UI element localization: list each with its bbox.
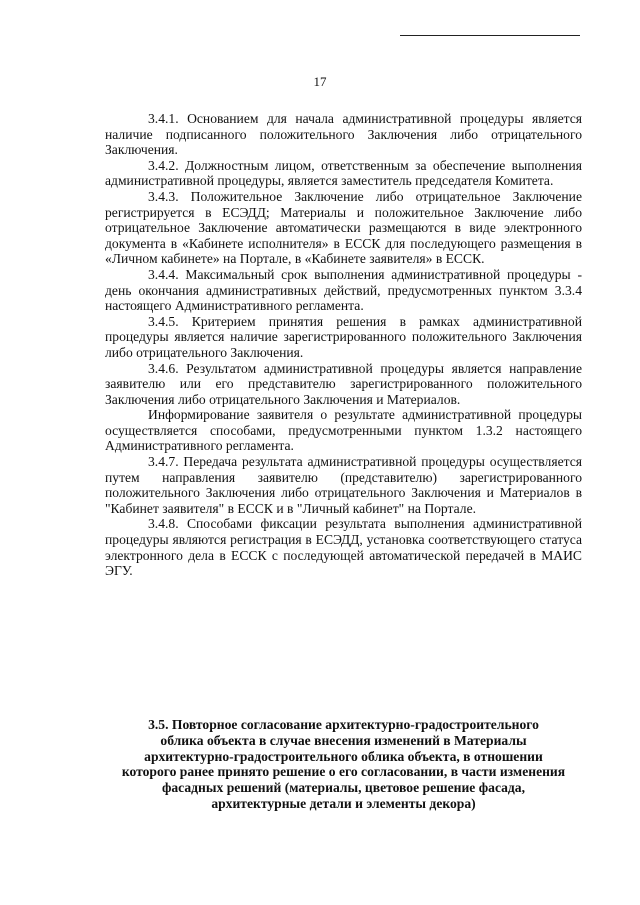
paragraph-3-4-3: 3.4.3. Положительное Заключение либо отрицательное Заключение регистрируется в ЕСЭДД; Материалы и положительное Заключение либо отрицательное Заключение автоматически размещаются в виде электронного документа в «Кабинете исполнителя» в ЕССК для последующего размещения в «Личном кабинете» на Портале, в «Кабинете заявителя» в ЕССК. <box>105 188 582 267</box>
page-number: 17 <box>313 74 327 89</box>
body-text <box>105 111 582 579</box>
section-heading-line: 3.5. Повторное согласование архитектурно-градостроительного <box>148 717 539 732</box>
paragraph-informing: Информирование заявителя о результате административной процедуры осуществляется способами, предусмотренными пунктом 1.3.2 настоящего Административного регламента. <box>105 407 582 454</box>
paragraph-3-4-7: 3.4.7. Передача результата административной процедуры осуществляется путем направления заявителю (представителю) зарегистрированного положительного Заключения либо отрицательного Заключения и Материалов в "Кабинет заявителя" в ЕССК и в "Личный кабинет" на Портале. <box>105 454 582 516</box>
paragraph-3-4-8: 3.4.8. Способами фиксации результата выполнения административной процедуры являются регистрация в ЕСЭДД, установка соответствующего статуса электронного дела в ЕССК с последующей автоматической передачей в МАИС ЭГУ. <box>105 516 582 579</box>
paragraph-3-4-6: 3.4.6. Результатом административной процедуры является направление заявителю или его представителю зарегистрированного положительного Заключения либо отрицательного Заключения и Материалов. <box>105 360 582 407</box>
section-heading-line: облика объекта в случае внесения изменений в Материалы <box>160 732 527 748</box>
section-heading-line: архитектурные детали и элементы декора) <box>211 795 476 811</box>
paragraph-3-4-4: 3.4.4. Максимальный срок выполнения административной процедуры - день окончания административных действий, предусмотренных пунктом 3.3.4 настоящего Административного регламента. <box>105 266 582 314</box>
section-heading-line: архитектурно-градостроительного облика объекта, в отношении <box>144 748 543 764</box>
paragraph-3-4-2: 3.4.2. Должностным лицом, ответственным за обеспечение выполнения административной процедуры, является заместитель председателя Комитета. <box>105 157 582 189</box>
section-heading-line: фасадных решений (материалы, цветовое решение фасада, <box>161 780 526 796</box>
paragraph-3-4-5: 3.4.5. Критерием принятия решения в рамках административной процедуры является наличие зарегистрированного положительного Заключения либо отрицательного Заключения. <box>105 313 582 360</box>
section-heading-3-5 <box>105 717 582 812</box>
section-heading-line: которого ранее принято решение о его согласовании, в части изменения <box>121 764 566 780</box>
header-rule <box>400 35 580 36</box>
paragraph-3-4-1: 3.4.1. Основанием для начала административной процедуры является наличие подписанного положительного Заключения либо отрицательного Заключения. <box>105 111 582 158</box>
